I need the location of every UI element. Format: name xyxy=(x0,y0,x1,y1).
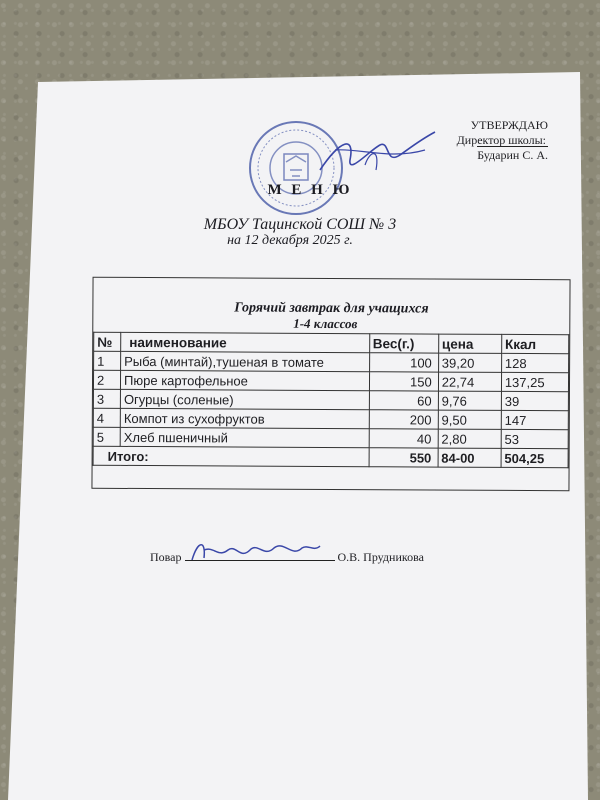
row-price: 9,50 xyxy=(438,410,501,429)
row-kcal: 147 xyxy=(501,410,568,429)
total-row xyxy=(93,446,568,467)
row-price: 9,76 xyxy=(438,391,501,410)
table-row xyxy=(94,351,569,372)
total-kcal: 504,25 xyxy=(501,448,568,467)
row-name: Компот из сухофруктов xyxy=(120,408,369,428)
row-kcal: 53 xyxy=(501,429,568,448)
table-row xyxy=(93,408,568,429)
col-number: № xyxy=(94,332,121,351)
row-name: Рыба (минтай),тушеная в томате xyxy=(121,351,370,371)
approval-position: Директор школы: xyxy=(456,133,546,147)
row-number: 5 xyxy=(93,427,120,446)
total-label: Итого: xyxy=(93,446,369,466)
menu-table xyxy=(93,332,570,468)
cook-label: Повар xyxy=(150,550,182,564)
row-name: Пюре картофельное xyxy=(121,370,370,390)
menu-heading: Горячий завтрак для учащихся xyxy=(234,300,429,317)
row-weight: 200 xyxy=(369,410,438,429)
row-price: 39,20 xyxy=(438,353,501,372)
approval-block xyxy=(430,118,548,163)
approval-name: Бударин С. А. xyxy=(477,148,548,162)
cook-line xyxy=(150,548,424,565)
row-name: Огурцы (соленые) xyxy=(120,389,369,409)
row-number: 4 xyxy=(93,408,120,427)
row-kcal: 39 xyxy=(501,391,568,410)
total-price: 84-00 xyxy=(438,448,501,467)
row-weight: 100 xyxy=(369,353,438,372)
row-weight: 40 xyxy=(369,429,438,448)
col-price: цена xyxy=(438,334,501,353)
menu-sheet xyxy=(91,277,570,491)
cook-name: О.В. Прудникова xyxy=(337,550,424,564)
col-kcal: Ккал xyxy=(501,334,568,353)
col-weight: Вес(г.) xyxy=(369,334,438,353)
row-price: 22,74 xyxy=(438,372,501,391)
table-row xyxy=(93,427,568,448)
table-row xyxy=(93,370,568,391)
director-signature-icon xyxy=(310,120,440,190)
total-weight: 550 xyxy=(369,448,438,467)
table-header-row xyxy=(94,332,569,353)
row-price: 2,80 xyxy=(438,429,501,448)
menu-subheading: 1-4 классов xyxy=(293,315,358,332)
menu-date: на 12 декабря 2025 г. xyxy=(227,233,353,248)
signature-line xyxy=(185,548,335,561)
row-kcal: 137,25 xyxy=(501,372,568,391)
approval-word: УТВЕРЖДАЮ xyxy=(470,118,548,132)
document-title: М Е Н Ю xyxy=(267,182,353,198)
table-row xyxy=(93,389,568,410)
row-weight: 150 xyxy=(369,372,438,391)
school-name: МБОУ Тацинской СОШ № 3 xyxy=(203,216,397,233)
row-name: Хлеб пшеничный xyxy=(120,427,369,447)
row-number: 3 xyxy=(93,389,120,408)
row-weight: 60 xyxy=(369,391,438,410)
col-name: наименование xyxy=(121,332,370,352)
row-kcal: 128 xyxy=(501,353,568,372)
row-number: 2 xyxy=(93,370,120,389)
row-number: 1 xyxy=(94,351,121,370)
